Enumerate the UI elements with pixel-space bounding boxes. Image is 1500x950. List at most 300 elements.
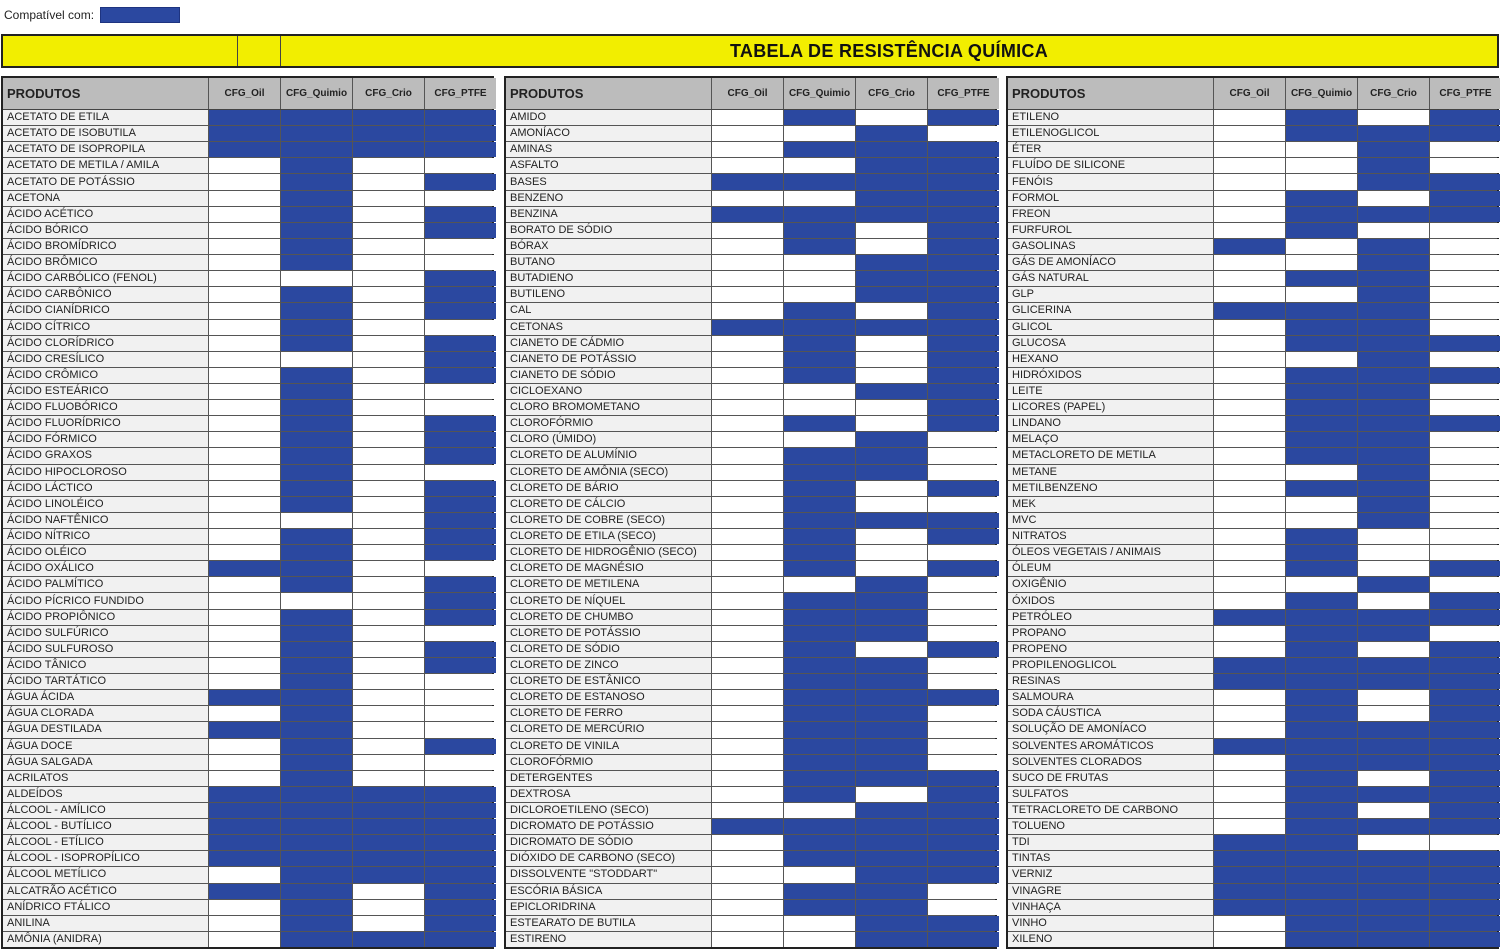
compatible-cell-cfg-crio [856, 674, 927, 689]
product-name: ESTEARATO DE BUTILA [506, 916, 711, 931]
incompatible-cell-cfg-oil [1214, 287, 1285, 302]
compatible-cell-cfg-ptfe [425, 207, 496, 222]
product-name: ÓLEOS VEGETAIS / ANIMAIS [1008, 545, 1213, 560]
table-row [506, 851, 999, 866]
compatible-cell-cfg-crio [1358, 320, 1429, 335]
incompatible-cell-cfg-ptfe [425, 561, 496, 576]
incompatible-cell-cfg-quimio [784, 400, 855, 415]
incompatible-cell-cfg-ptfe [1430, 497, 1500, 512]
compatible-cell-cfg-ptfe [1430, 658, 1500, 673]
incompatible-cell-cfg-ptfe [1430, 513, 1500, 528]
product-name: FORMOL [1008, 191, 1213, 206]
compatible-cell-cfg-crio [856, 207, 927, 222]
table-row [1008, 223, 1500, 238]
table-row [506, 577, 999, 592]
compatible-cell-cfg-quimio [281, 706, 352, 721]
compatible-cell-cfg-ptfe [928, 416, 999, 431]
incompatible-cell-cfg-oil [209, 400, 280, 415]
incompatible-cell-cfg-oil [1214, 787, 1285, 802]
compatible-cell-cfg-ptfe [425, 529, 496, 544]
compatible-cell-cfg-ptfe [928, 303, 999, 318]
table-row [3, 126, 496, 141]
incompatible-cell-cfg-oil [209, 320, 280, 335]
compatible-cell-cfg-quimio [784, 223, 855, 238]
compatible-cell-cfg-ptfe [928, 320, 999, 335]
compatible-cell-cfg-quimio [281, 610, 352, 625]
compatible-cell-cfg-oil [209, 722, 280, 737]
table-row [506, 142, 999, 157]
compatible-cell-cfg-ptfe [1430, 674, 1500, 689]
product-name: CIANETO DE CÁDMIO [506, 336, 711, 351]
compatible-cell-cfg-quimio [1286, 400, 1357, 415]
product-name: LICORES (PAPEL) [1008, 400, 1213, 415]
compatible-cell-cfg-quimio [784, 513, 855, 528]
table-panel-2 [504, 76, 997, 949]
compatible-cell-cfg-crio [1358, 465, 1429, 480]
compatible-cell-cfg-crio [1358, 239, 1429, 254]
compatible-cell-cfg-crio [1358, 158, 1429, 173]
product-name: ÁGUA DOCE [3, 739, 208, 754]
product-name: SUCO DE FRUTAS [1008, 771, 1213, 786]
table-row [1008, 158, 1500, 173]
compatible-cell-cfg-crio [353, 851, 424, 866]
compatible-cell-cfg-ptfe [1430, 126, 1500, 141]
compatible-cell-cfg-oil [209, 561, 280, 576]
compatible-cell-cfg-ptfe [425, 610, 496, 625]
incompatible-cell-cfg-crio [353, 916, 424, 931]
compatible-cell-cfg-quimio [281, 884, 352, 899]
incompatible-cell-cfg-quimio [1286, 158, 1357, 173]
incompatible-cell-cfg-crio [353, 529, 424, 544]
compatible-cell-cfg-crio [856, 739, 927, 754]
table-row [506, 352, 999, 367]
incompatible-cell-cfg-ptfe [1430, 400, 1500, 415]
incompatible-cell-cfg-oil [209, 674, 280, 689]
product-name: CLORETO DE COBRE (SECO) [506, 513, 711, 528]
incompatible-cell-cfg-ptfe [425, 384, 496, 399]
incompatible-cell-cfg-oil [1214, 320, 1285, 335]
compatible-cell-cfg-crio [856, 658, 927, 673]
incompatible-cell-cfg-crio [353, 481, 424, 496]
table-row [506, 223, 999, 238]
product-name: CLOROFÓRMIO [506, 416, 711, 431]
product-name: ASFALTO [506, 158, 711, 173]
table-body [1008, 110, 1497, 947]
incompatible-cell-cfg-ptfe [928, 126, 999, 141]
compatible-cell-cfg-ptfe [928, 835, 999, 850]
table-row [1008, 739, 1500, 754]
product-name: ACETATO DE ETILA [3, 110, 208, 125]
product-name: ÁCIDO ESTEÁRICO [3, 384, 208, 399]
compatible-cell-cfg-quimio [784, 320, 855, 335]
compatible-cell-cfg-quimio [281, 400, 352, 415]
compatible-cell-cfg-crio [1358, 271, 1429, 286]
incompatible-cell-cfg-ptfe [1430, 223, 1500, 238]
compatible-cell-cfg-crio [856, 884, 927, 899]
table-row [1008, 916, 1500, 931]
incompatible-cell-cfg-oil [209, 658, 280, 673]
compatible-cell-cfg-quimio [281, 448, 352, 463]
table-body [506, 110, 995, 947]
incompatible-cell-cfg-oil [1214, 819, 1285, 834]
product-name: CLORETO DE ALUMÍNIO [506, 448, 711, 463]
table-row [506, 400, 999, 415]
compatible-cell-cfg-ptfe [928, 513, 999, 528]
product-name: AMÔNIA (ANIDRA) [3, 932, 208, 947]
incompatible-cell-cfg-crio [353, 513, 424, 528]
incompatible-cell-cfg-oil [1214, 932, 1285, 947]
compatible-cell-cfg-ptfe [1430, 561, 1500, 576]
incompatible-cell-cfg-crio [353, 593, 424, 608]
table-row [1008, 529, 1500, 544]
product-name: ÁCIDO CARBÓLICO (FENOL) [3, 271, 208, 286]
product-name: CLORETO DE AMÔNIA (SECO) [506, 465, 711, 480]
compatible-cell-cfg-crio [1358, 851, 1429, 866]
compatible-cell-cfg-quimio [1286, 416, 1357, 431]
compatible-cell-cfg-crio [856, 900, 927, 915]
compatible-cell-cfg-quimio [1286, 803, 1357, 818]
product-name: FREON [1008, 207, 1213, 222]
compatible-cell-cfg-crio [1358, 416, 1429, 431]
product-name: ETILENO [1008, 110, 1213, 125]
compatible-cell-cfg-crio [856, 191, 927, 206]
product-name: ÁGUA ÁCIDA [3, 690, 208, 705]
product-name: GÁS NATURAL [1008, 271, 1213, 286]
product-name: NITRATOS [1008, 529, 1213, 544]
compatible-cell-cfg-oil [1214, 835, 1285, 850]
compatible-cell-cfg-crio [1358, 481, 1429, 496]
table-row [506, 835, 999, 850]
table-row [3, 400, 496, 415]
table-row [506, 626, 999, 641]
table-row [1008, 674, 1500, 689]
compatible-cell-cfg-ptfe [425, 271, 496, 286]
compatible-cell-cfg-ptfe [425, 368, 496, 383]
incompatible-cell-cfg-oil [712, 626, 783, 641]
table-row [1008, 497, 1500, 512]
incompatible-cell-cfg-ptfe [1430, 545, 1500, 560]
product-name: CICLOEXANO [506, 384, 711, 399]
compatible-cell-cfg-crio [856, 771, 927, 786]
incompatible-cell-cfg-quimio [281, 271, 352, 286]
incompatible-cell-cfg-crio [353, 884, 424, 899]
incompatible-cell-cfg-oil [209, 932, 280, 947]
compatible-cell-cfg-ptfe [425, 658, 496, 673]
table-row [1008, 142, 1500, 157]
product-name: HIDRÓXIDOS [1008, 368, 1213, 383]
product-name: ÁCIDO SULFÚRICO [3, 626, 208, 641]
compatible-cell-cfg-quimio [1286, 722, 1357, 737]
compatible-cell-cfg-crio [856, 384, 927, 399]
table-row [1008, 126, 1500, 141]
table-row [3, 352, 496, 367]
table-row [1008, 884, 1500, 899]
table-row [3, 674, 496, 689]
compatible-cell-cfg-ptfe [425, 223, 496, 238]
table-row [506, 771, 999, 786]
column-header-cfg-ptfe: CFG_PTFE [1430, 78, 1500, 109]
compatible-cell-cfg-crio [1358, 448, 1429, 463]
product-name: ÁCIDO CÍTRICO [3, 320, 208, 335]
product-name: DICROMATO DE SÓDIO [506, 835, 711, 850]
compatible-cell-cfg-quimio [281, 577, 352, 592]
product-name: ÁCIDO FÓRMICO [3, 432, 208, 447]
incompatible-cell-cfg-ptfe [1430, 255, 1500, 270]
compatible-cell-cfg-quimio [1286, 884, 1357, 899]
incompatible-cell-cfg-oil [712, 803, 783, 818]
incompatible-cell-cfg-oil [209, 384, 280, 399]
compatible-cell-cfg-oil [1214, 867, 1285, 882]
compatible-cell-cfg-quimio [1286, 207, 1357, 222]
incompatible-cell-cfg-oil [712, 142, 783, 157]
table-row [3, 835, 496, 850]
compatible-cell-cfg-crio [1358, 787, 1429, 802]
incompatible-cell-cfg-oil [712, 481, 783, 496]
compatible-cell-cfg-oil [209, 851, 280, 866]
compatible-cell-cfg-oil [1214, 303, 1285, 318]
table-row [3, 271, 496, 286]
compatible-cell-cfg-quimio [1286, 642, 1357, 657]
compatible-cell-cfg-quimio [1286, 545, 1357, 560]
compatible-cell-cfg-ptfe [425, 932, 496, 947]
table-row [1008, 448, 1500, 463]
table-row [506, 867, 999, 882]
incompatible-cell-cfg-quimio [1286, 465, 1357, 480]
incompatible-cell-cfg-oil [209, 481, 280, 496]
compatible-cell-cfg-ptfe [1430, 110, 1500, 125]
product-name: CETONAS [506, 320, 711, 335]
table-row [1008, 867, 1500, 882]
incompatible-cell-cfg-ptfe [1430, 835, 1500, 850]
product-name: CLORETO DE SÓDIO [506, 642, 711, 657]
product-name: VINHO [1008, 916, 1213, 931]
product-name: ETILENOGLICOL [1008, 126, 1213, 141]
product-name: ÁCIDO LINOLÉICO [3, 497, 208, 512]
table-row [506, 271, 999, 286]
incompatible-cell-cfg-ptfe [1430, 142, 1500, 157]
product-name: ÁCIDO CRESÍLICO [3, 352, 208, 367]
table-row [3, 916, 496, 931]
compatible-cell-cfg-ptfe [928, 803, 999, 818]
compatible-cell-cfg-ptfe [928, 529, 999, 544]
incompatible-cell-cfg-crio [353, 239, 424, 254]
incompatible-cell-cfg-crio [856, 642, 927, 657]
compatible-cell-cfg-quimio [1286, 271, 1357, 286]
incompatible-cell-cfg-oil [712, 787, 783, 802]
compatible-cell-cfg-quimio [784, 561, 855, 576]
product-name: ÁCIDO BROMÍDRICO [3, 239, 208, 254]
product-name: ALCATRÃO ACÉTICO [3, 884, 208, 899]
incompatible-cell-cfg-crio [1358, 561, 1429, 576]
product-name: PROPENO [1008, 642, 1213, 657]
table-row [3, 610, 496, 625]
table-row [1008, 336, 1500, 351]
product-name: ÁCIDO BÓRICO [3, 223, 208, 238]
compatible-cell-cfg-ptfe [1430, 819, 1500, 834]
table-row [3, 191, 496, 206]
incompatible-cell-cfg-oil [712, 432, 783, 447]
product-name: ÁCIDO TÂNICO [3, 658, 208, 673]
incompatible-cell-cfg-quimio [784, 287, 855, 302]
table-row [3, 819, 496, 834]
compatible-cell-cfg-ptfe [928, 916, 999, 931]
product-name: ESTIRENO [506, 932, 711, 947]
compatible-cell-cfg-crio [1358, 368, 1429, 383]
compatible-cell-cfg-quimio [281, 561, 352, 576]
compatible-cell-cfg-quimio [784, 352, 855, 367]
compatible-cell-cfg-oil [1214, 884, 1285, 899]
incompatible-cell-cfg-oil [1214, 513, 1285, 528]
incompatible-cell-cfg-quimio [784, 384, 855, 399]
column-header-cfg-oil: CFG_Oil [1214, 78, 1285, 109]
compatible-cell-cfg-ptfe [928, 336, 999, 351]
incompatible-cell-cfg-crio [1358, 642, 1429, 657]
table-row [506, 932, 999, 947]
incompatible-cell-cfg-oil [1214, 142, 1285, 157]
incompatible-cell-cfg-oil [1214, 690, 1285, 705]
table-row [1008, 932, 1500, 947]
incompatible-cell-cfg-quimio [784, 803, 855, 818]
product-name: EPICLORIDRINA [506, 900, 711, 915]
compatible-cell-cfg-crio [1358, 755, 1429, 770]
incompatible-cell-cfg-oil [712, 287, 783, 302]
incompatible-cell-cfg-oil [209, 352, 280, 367]
compatible-cell-cfg-quimio [281, 126, 352, 141]
incompatible-cell-cfg-crio [353, 191, 424, 206]
compatible-cell-cfg-ptfe [928, 642, 999, 657]
compatible-cell-cfg-quimio [281, 626, 352, 641]
product-name: CLORETO DE NÍQUEL [506, 593, 711, 608]
incompatible-cell-cfg-oil [209, 207, 280, 222]
product-name: BUTANO [506, 255, 711, 270]
incompatible-cell-cfg-oil [209, 529, 280, 544]
table-row [3, 416, 496, 431]
compatible-cell-cfg-quimio [784, 207, 855, 222]
compatible-cell-cfg-ptfe [425, 803, 496, 818]
compatible-cell-cfg-ptfe [1430, 642, 1500, 657]
incompatible-cell-cfg-oil [209, 255, 280, 270]
incompatible-cell-cfg-crio [353, 320, 424, 335]
incompatible-cell-cfg-oil [209, 867, 280, 882]
table-row [1008, 207, 1500, 222]
table-row [506, 513, 999, 528]
product-name: SOLVENTES CLORADOS [1008, 755, 1213, 770]
compatible-cell-cfg-quimio [281, 529, 352, 544]
incompatible-cell-cfg-crio [1358, 223, 1429, 238]
table-row [3, 287, 496, 302]
product-name: CLORETO DE METILENA [506, 577, 711, 592]
incompatible-cell-cfg-crio [1358, 835, 1429, 850]
incompatible-cell-cfg-ptfe [1430, 577, 1500, 592]
product-name: ÁCIDO NAFTÊNICO [3, 513, 208, 528]
compatible-cell-cfg-oil [209, 884, 280, 899]
compatible-cell-cfg-quimio [1286, 626, 1357, 641]
compatible-cell-cfg-crio [856, 835, 927, 850]
table-row [506, 416, 999, 431]
product-name: CLORO BROMOMETANO [506, 400, 711, 415]
compatible-cell-cfg-oil [1214, 900, 1285, 915]
table-row [3, 561, 496, 576]
incompatible-cell-cfg-oil [1214, 465, 1285, 480]
compatible-cell-cfg-oil [712, 174, 783, 189]
compatible-cell-cfg-ptfe [928, 787, 999, 802]
incompatible-cell-cfg-crio [353, 545, 424, 560]
column-header-cfg-ptfe: CFG_PTFE [928, 78, 999, 109]
incompatible-cell-cfg-ptfe [1430, 432, 1500, 447]
table-row [506, 207, 999, 222]
compatible-cell-cfg-crio [1358, 626, 1429, 641]
product-name: CLORETO DE BÁRIO [506, 481, 711, 496]
product-name: CLORETO DE ZINCO [506, 658, 711, 673]
table-row [506, 320, 999, 335]
incompatible-cell-cfg-oil [1214, 223, 1285, 238]
table-row [3, 336, 496, 351]
incompatible-cell-cfg-ptfe [1430, 448, 1500, 463]
product-name: CLORETO DE VINILA [506, 739, 711, 754]
table-row [3, 432, 496, 447]
compatible-cell-cfg-quimio [1286, 303, 1357, 318]
product-name: RESINAS [1008, 674, 1213, 689]
incompatible-cell-cfg-quimio [784, 577, 855, 592]
incompatible-cell-cfg-quimio [281, 593, 352, 608]
table-row [1008, 287, 1500, 302]
product-name: CLORETO DE HIDROGÊNIO (SECO) [506, 545, 711, 560]
incompatible-cell-cfg-oil [1214, 642, 1285, 657]
product-name: HEXANO [1008, 352, 1213, 367]
incompatible-cell-cfg-quimio [1286, 142, 1357, 157]
product-name: GLUCOSA [1008, 336, 1213, 351]
incompatible-cell-cfg-oil [209, 465, 280, 480]
compatible-cell-cfg-quimio [281, 239, 352, 254]
incompatible-cell-cfg-ptfe [928, 593, 999, 608]
compatible-cell-cfg-quimio [1286, 126, 1357, 141]
compatible-cell-cfg-quimio [1286, 867, 1357, 882]
table-title: TABELA DE RESISTÊNCIA QUÍMICA [729, 40, 1049, 61]
compatible-cell-cfg-quimio [1286, 916, 1357, 931]
incompatible-cell-cfg-oil [712, 158, 783, 173]
product-name: DEXTROSA [506, 787, 711, 802]
incompatible-cell-cfg-ptfe [425, 626, 496, 641]
incompatible-cell-cfg-oil [209, 610, 280, 625]
incompatible-cell-cfg-oil [712, 384, 783, 399]
compatible-cell-cfg-oil [209, 690, 280, 705]
compatible-cell-cfg-ptfe [1430, 207, 1500, 222]
compatible-cell-cfg-crio [1358, 674, 1429, 689]
table-row [3, 255, 496, 270]
compatible-cell-cfg-quimio [784, 545, 855, 560]
product-name: PETRÓLEO [1008, 610, 1213, 625]
compatible-cell-cfg-ptfe [425, 303, 496, 318]
product-name: CLORETO DE ESTÂNICO [506, 674, 711, 689]
compatible-cell-cfg-quimio [281, 835, 352, 850]
incompatible-cell-cfg-oil [712, 884, 783, 899]
incompatible-cell-cfg-oil [209, 626, 280, 641]
incompatible-cell-cfg-ptfe [1430, 239, 1500, 254]
incompatible-cell-cfg-crio [353, 448, 424, 463]
table-row [3, 481, 496, 496]
product-name: LINDANO [1008, 416, 1213, 431]
incompatible-cell-cfg-oil [1214, 497, 1285, 512]
compatible-cell-cfg-ptfe [1430, 932, 1500, 947]
compatible-cell-cfg-quimio [281, 851, 352, 866]
product-name: ESCÓRIA BÁSICA [506, 884, 711, 899]
compatible-cell-cfg-crio [856, 690, 927, 705]
table-header [506, 78, 995, 110]
incompatible-cell-cfg-ptfe [1430, 320, 1500, 335]
compatible-cell-cfg-ptfe [425, 432, 496, 447]
product-name: MVC [1008, 513, 1213, 528]
incompatible-cell-cfg-oil [1214, 626, 1285, 641]
